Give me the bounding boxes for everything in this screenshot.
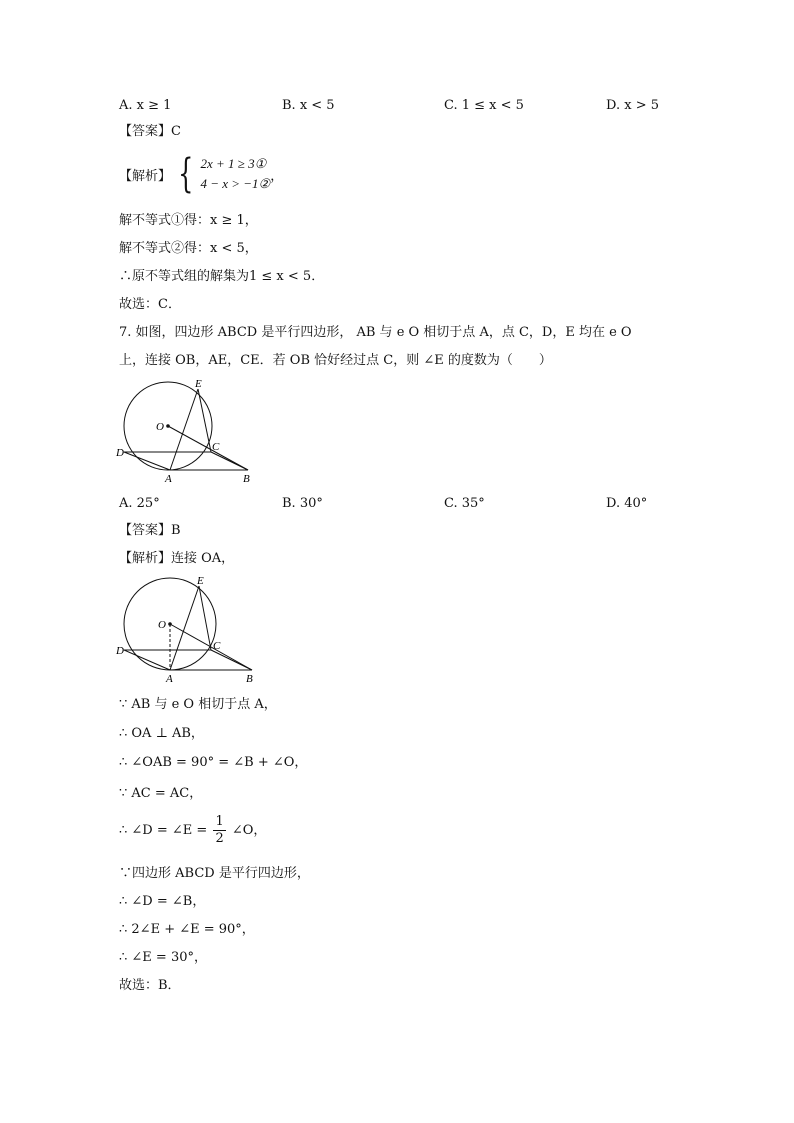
q6-option-d: D. x > 5 [606, 98, 659, 113]
q6-step: 解不等式②得：x < 5， [119, 241, 258, 256]
q6-step: ∴原不等式组的解集为1 ≤ x < 5． [119, 269, 325, 284]
q6-option-c: C. 1 ≤ x < 5 [444, 98, 524, 113]
label-c: C [212, 441, 220, 453]
fraction-one-half [213, 814, 225, 847]
fraction-denominator: 2 [215, 831, 224, 846]
q6-step: 故选：C． [119, 297, 181, 312]
label-b: B [246, 673, 253, 684]
system-row-1: 2x + 1 ≥ 3① [200, 156, 267, 171]
q7-step: ∵ AB 与 e O 相切于点 A， [119, 697, 277, 712]
q7-fraction-step [119, 814, 266, 848]
q6-inequality-system [119, 152, 283, 196]
q7-step: ∴ ∠E = 30°， [119, 950, 207, 965]
q7-step: ∴ ∠D = ∠B， [119, 894, 206, 909]
q7-step: ∴ 2∠E + ∠E = 90°， [119, 922, 255, 937]
q7-stem-line-2: 上，连接 OB，AE，CE．若 OB 恰好经过点 C，则 ∠E 的度数为（ ） [119, 353, 552, 368]
q7-step: ∴ OA ⊥ AB， [119, 726, 204, 741]
label-e: E [195, 378, 202, 390]
q6-answer: 【答案】C [119, 124, 181, 139]
q7-step: ∵ AC = AC， [119, 786, 203, 801]
label-d: D [116, 447, 124, 459]
fraction-numerator: 1 [215, 814, 224, 829]
geometry-figure-1 [115, 376, 265, 486]
label-e: E [197, 575, 204, 587]
q7-option-b: B. 30° [282, 496, 323, 511]
q7-answer: 【答案】B [119, 523, 181, 538]
brace-icon: { [178, 151, 194, 197]
q6-option-b: B. x < 5 [282, 98, 335, 113]
label-o: O [156, 421, 164, 433]
frac-step-lead: ∴ ∠D = ∠E = [119, 823, 208, 838]
q7-option-c: C. 35° [444, 496, 485, 511]
label-d: D [116, 645, 124, 657]
q6-step: 解不等式①得：x ≥ 1， [119, 213, 258, 228]
frac-step-tail: ∠O， [231, 823, 267, 838]
q7-step: 故选：B． [119, 978, 181, 993]
q7-step: ∵四边形 ABCD 是平行四边形， [119, 866, 310, 881]
q7-option-d: D. 40° [606, 496, 648, 511]
q7-stem-line-1: 7. 如图，四边形 ABCD 是平行四边形， AB 与 e O 相切于点 A，点 C，D，E 均在 e O [119, 325, 632, 340]
q7-step: ∴ ∠OAB = 90° = ∠B + ∠O， [119, 755, 308, 770]
geometry-figure-2 [115, 574, 265, 684]
system-tail: ， [270, 168, 284, 184]
label-b: B [243, 473, 250, 485]
q6-option-a: A. x ≥ 1 [119, 98, 172, 113]
label-c: C [213, 640, 221, 652]
q7-option-a: A. 25° [119, 496, 160, 511]
q7-analysis: 【解析】连接 OA， [119, 551, 235, 566]
label-a: A [166, 673, 173, 684]
q6-analysis-label: 【解析】 [119, 168, 172, 184]
label-o: O [158, 619, 166, 631]
label-a: A [165, 473, 172, 485]
system-row-2: 4 − x > −1② [200, 176, 271, 191]
